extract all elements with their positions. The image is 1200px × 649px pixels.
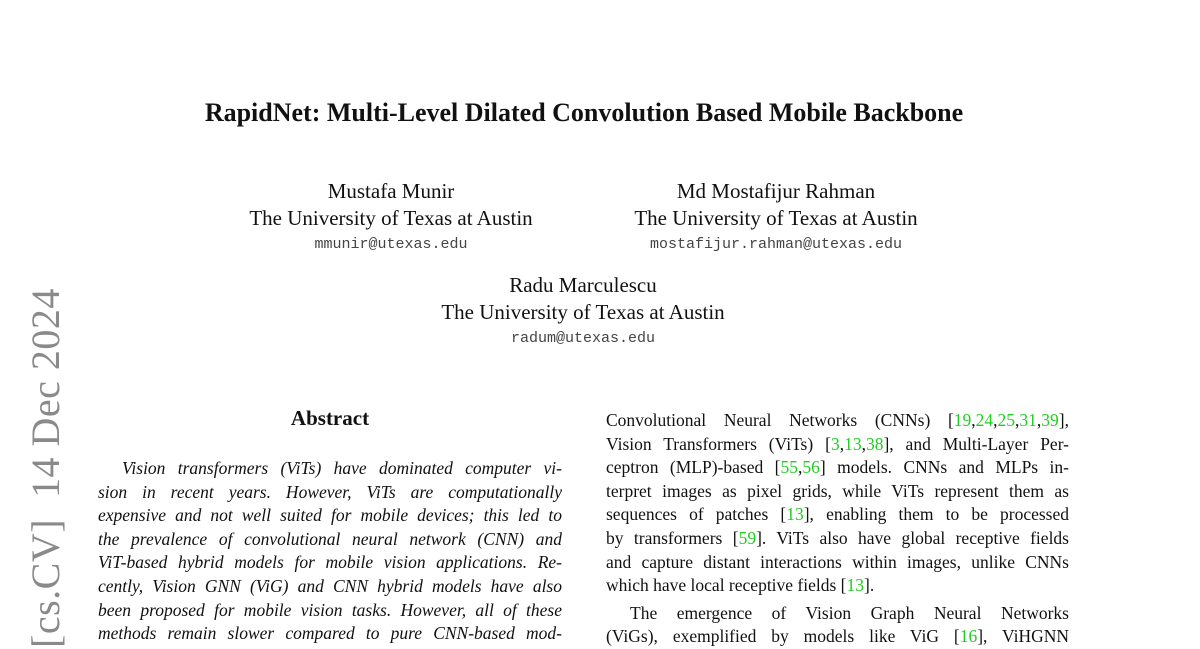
intro-line	[606, 409, 1069, 433]
intro-text: ], enabling them to be processed	[803, 504, 1069, 525]
intro-line	[606, 602, 1069, 626]
author-affiliation: The University of Texas at Austin	[441, 300, 725, 324]
citation-link[interactable]: 13	[846, 575, 865, 596]
arxiv-side-stamp: [cs.CV] 14 Dec 2024	[23, 288, 68, 648]
intro-text: by transformers [	[606, 527, 739, 548]
intro-text: ], ViHGNN	[977, 626, 1069, 647]
abstract-line: the prevalence of convolutional neural network (CNN) and	[98, 528, 562, 549]
author-name: Mustafa Munir	[327, 179, 455, 203]
intro-text: ]. ViTs also have global receptive fields	[756, 527, 1069, 548]
intro-line	[606, 433, 1069, 457]
citation-link[interactable]: 24	[975, 410, 994, 430]
intro-line	[606, 456, 1069, 480]
intro-text: ] models. CNNs and MLPs in-	[819, 457, 1069, 478]
author-name: Radu Marculescu	[509, 273, 657, 297]
introduction-column	[606, 409, 1069, 649]
intro-line	[606, 551, 1069, 575]
intro-line	[606, 503, 1069, 527]
citation-link[interactable]: 13	[786, 504, 804, 525]
citation-link[interactable]: 59	[738, 527, 757, 548]
abstract-body	[98, 457, 562, 646]
citation-link[interactable]: 19	[953, 410, 972, 430]
intro-text: ,	[971, 410, 976, 430]
author-block	[608, 178, 944, 258]
intro-line	[606, 574, 1069, 598]
intro-text: ,	[861, 433, 866, 454]
citation-link[interactable]: 38	[865, 433, 884, 454]
author-affiliation: The University of Texas at Austin	[634, 206, 918, 230]
intro-line	[606, 527, 1069, 551]
intro-text: ],	[1058, 410, 1069, 430]
author-block	[414, 272, 752, 352]
intro-text: which have local receptive fields [	[606, 575, 847, 596]
paper-title: RapidNet: Multi-Level Dilated Convolution Based Mobile Backbone	[204, 98, 964, 127]
abstract-line: sion in recent years. However, ViTs are computationally	[98, 481, 562, 502]
intro-text: ].	[864, 575, 875, 596]
citation-link[interactable]: 16	[959, 626, 978, 647]
abstract-line: expensive and not well suited for mobile devices; this led to	[98, 505, 562, 526]
citation-link[interactable]: 31	[1019, 410, 1037, 430]
intro-text: ,	[839, 433, 845, 454]
author-name: Md Mostafijur Rahman	[676, 179, 876, 203]
intro-text: terpret images as pixel grids, while ViTs represent them as	[606, 480, 1069, 501]
author-affiliation: The University of Texas at Austin	[249, 206, 533, 230]
author-block	[222, 178, 560, 258]
citation-link[interactable]: 39	[1041, 410, 1059, 430]
intro-line	[606, 480, 1069, 504]
intro-text: ], and Multi-Layer Per-	[883, 433, 1069, 454]
abstract-heading: Abstract	[290, 406, 370, 430]
intro-text: The emergence of Vision Graph Neural Networks	[630, 602, 1069, 623]
intro-text: ,	[993, 410, 998, 430]
citation-link[interactable]: 56	[802, 457, 820, 478]
intro-text: Vision Transformers (ViTs) [	[606, 433, 831, 454]
intro-text: sequences of patches [	[606, 504, 787, 525]
abstract-line: cently, Vision GNN (ViG) and CNN hybrid models have also	[98, 575, 562, 596]
author-email[interactable]: mmunir@utexas.edu	[314, 236, 468, 253]
citation-link[interactable]: 25	[997, 410, 1016, 430]
intro-text: ceptron (MLP)-based [	[606, 457, 781, 478]
intro-line	[606, 625, 1069, 649]
intro-paragraph	[606, 409, 1069, 598]
author-email[interactable]: mostafijur.rahman@utexas.edu	[649, 236, 903, 253]
intro-paragraph	[606, 602, 1069, 649]
intro-text: Convolutional Neural Networks (CNNs) [	[606, 410, 954, 430]
abstract-line: methods remain slower compared to pure CNN-based mod-	[98, 623, 562, 644]
intro-text: ,	[797, 457, 803, 478]
citation-link[interactable]: 3	[830, 433, 840, 454]
citation-link[interactable]: 13	[844, 433, 862, 454]
intro-text: (ViGs), exemplified by models like ViG [	[606, 626, 960, 647]
author-email[interactable]: radum@utexas.edu	[510, 330, 656, 347]
intro-text: and capture distant interactions within images, unlike CNNs	[606, 551, 1069, 572]
intro-text: ,	[1015, 410, 1020, 430]
abstract-line: ViT-based hybrid models for mobile vision applications. Re-	[98, 552, 562, 573]
abstract-line: Vision transformers (ViTs) have dominated computer vi-	[122, 458, 562, 478]
citation-link[interactable]: 55	[780, 457, 798, 478]
abstract-line: been proposed for mobile vision tasks. However, all of these	[98, 599, 562, 620]
intro-text: ,	[1036, 410, 1042, 430]
